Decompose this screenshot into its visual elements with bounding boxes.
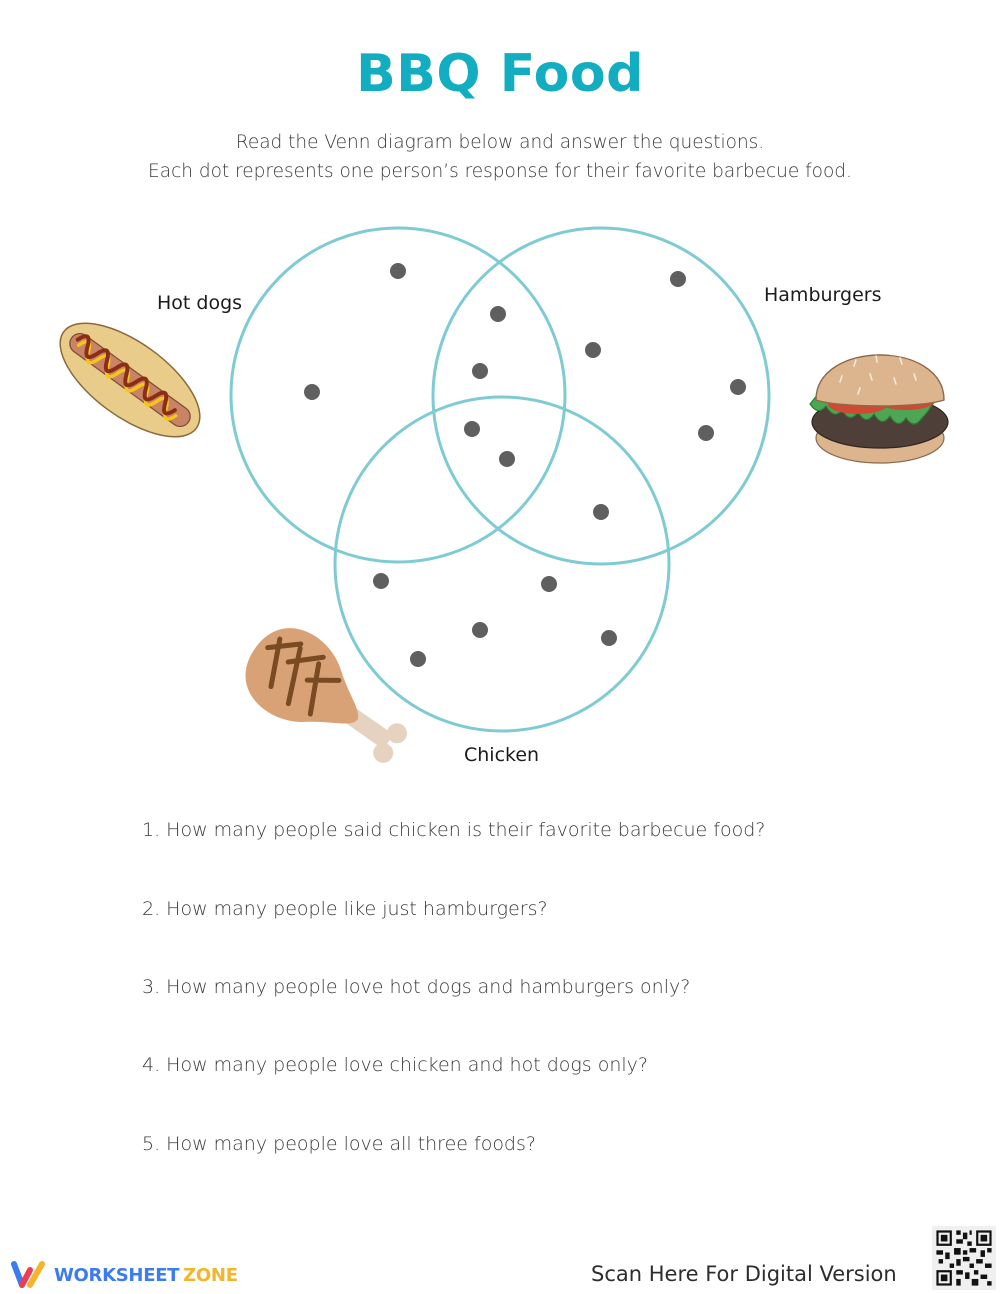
dot (601, 630, 617, 646)
dot (410, 651, 426, 667)
worksheet-zone-logo-icon (10, 1260, 48, 1290)
hot-dogs-label: Hot dogs (157, 292, 243, 314)
dot (490, 306, 506, 322)
dot (472, 622, 488, 638)
response-dots (304, 263, 746, 667)
qr-code-icon[interactable] (932, 1226, 996, 1290)
hamburgers-label: Hamburgers (764, 284, 882, 306)
chicken-leg-icon (229, 612, 424, 786)
logo-word-zone: ZONE (183, 1264, 238, 1286)
instructions-line-2: Each dot represents one person’s response for their favorite barbecue food. (148, 161, 852, 182)
dot (464, 421, 480, 437)
dot (698, 425, 714, 441)
worksheet-zone-logo[interactable] (10, 1258, 238, 1292)
instructions-line-1: Read the Venn diagram below and answer the questions. (235, 132, 765, 153)
scan-text: Scan Here For Digital Version (591, 1262, 897, 1286)
dot (472, 363, 488, 379)
logo-text (54, 1265, 238, 1286)
question-3: 3. How many people love hot dogs and hamburgers only? (142, 976, 691, 998)
hamburger-icon (810, 355, 948, 463)
question-1: 1. How many people said chicken is their favorite barbecue food? (142, 819, 766, 841)
dot (499, 451, 515, 467)
dot (390, 263, 406, 279)
question-5: 5. How many people love all three foods? (142, 1133, 536, 1155)
dot (304, 384, 320, 400)
dot (670, 271, 686, 287)
hot-dog-icon (42, 302, 218, 458)
dot (593, 504, 609, 520)
chicken-label: Chicken (464, 744, 540, 766)
logo-word-worksheet: WORKSHEET (54, 1264, 180, 1286)
dot (541, 576, 557, 592)
dot (730, 379, 746, 395)
dot (585, 342, 601, 358)
page-title: BBQ Food (356, 44, 644, 104)
question-2: 2. How many people like just hamburgers? (142, 898, 548, 920)
dot (373, 573, 389, 589)
question-4: 4. How many people love chicken and hot dogs only? (142, 1054, 649, 1076)
